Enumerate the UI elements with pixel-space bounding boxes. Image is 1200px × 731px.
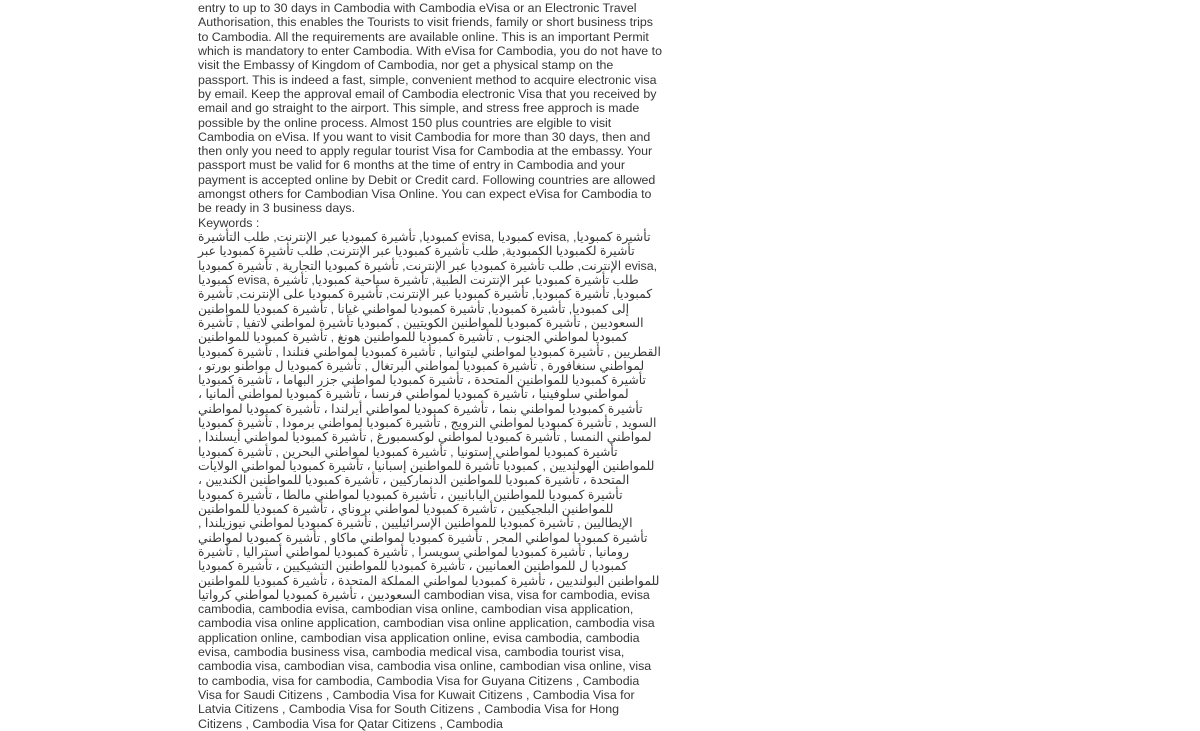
keywords-paragraph [198, 230, 663, 731]
keywords-arabic: كمبوديا, تأشيرة كمبوديا عبر الإنترنت, طلب التأشيرة evisa, كمبوديا evisa, تأشيرة كمبوديا, تأشيرة لكمبوديا الكمبودية, طلب تأشيرة كمبوديا عبر الإنترنت, طلب تأشيرة كمبوديا عبر الإنترنت, طلب تأشيرة كمبوديا عبر الإنترنت, تأشيرة كمبوديا التجارية , تأشيرة كمبوديا evisa, كمبوديا evisa, طلب تأشيرة كمبوديا عبر الإنترنت الطبية, تأشيرة سياحية كمبوديا, تأشيرة كمبوديا, تأشيرة كمبوديا, تأشيرة كمبوديا عبر الإنترنت, تأشيرة كمبوديا على الإنترنت, تأشيرة إلى كمبوديا, تأشيرة كمبوديا, تأشيرة كمبوديا لمواطني غيانا , تأشيرة كمبوديا للمواطنين السعوديين , تأشيرة كمبوديا للمواطنين الكويتيين , كمبوديا تأشيرة لمواطني لاتفيا , تأشيرة كمبوديا لمواطني الجنوب , تأشيرة كمبوديا للمواطنين هونغ , تأشيرة كمبوديا للمواطنين القطريين , تأشيرة كمبوديا لمواطني ليتوانيا , تأشيرة كمبوديا لمواطني فنلندا , تأشيرة كمبوديا لمواطني سنغافورة , تأشيرة كمبوديا لمواطني البرتغال , تأشيرة كمبوديا ل مواطنو بورتو ، تأشيرة كمبوديا للمواطنين المتحدة ، تأشيرة كمبوديا لمواطني جزر البهاما ، تأشيرة كمبوديا لمواطني سلوفينيا ، تأشيرة كمبوديا لمواطني فرنسا ، تأشيرة كمبوديا لمواطني ألمانيا ، تأشيرة كمبوديا لمواطني بنما ، تأشيرة كمبوديا لمواطني أيرلندا ، تأشيرة كمبوديا لمواطني السويد , تأشيرة كمبوديا لمواطني النرويج , تأشيرة كمبوديا لمواطني برمودا , تأشيرة كمبوديا لمواطني النمسا , تأشيرة كمبوديا لمواطني لوكسمبورغ , تأشيرة كمبوديا لمواطني أيسلندا , تأشيرة كمبوديا لمواطني إستونيا , تأشيرة كمبوديا لمواطني البحرين , تأشيرة كمبوديا للمواطنين الهولنديين , كمبوديا تأشيرة للمواطنين إسبانيا ، تأشيرة كمبوديا لمواطني الولايات المتحدة ، تأشيرة كمبوديا للمواطنين الدنماركيين ، تأشيرة كمبوديا للمواطنين الكنديين ، تأشيرة كمبوديا للمواطنين اليابانيين ، تأشيرة كمبوديا لمواطني مالطا ، تأشيرة كمبوديا للمواطنين البلجيكيين ، تأشيرة كمبوديا لمواطني بروناي ، تأشيرة كمبوديا للمواطنين الإيطاليين , تأشيرة كمبوديا للمواطنين الإسرائيليين , تأشيرة كمبوديا لمواطني نيوزيلندا , تأشيرة كمبوديا لمواطني المجر , تأشيرة كمبوديا لمواطني ماكاو , تأشيرة كمبوديا لمواطني رومانيا , تأشيرة كمبوديا لمواطني سويسرا , تأشيرة كمبوديا لمواطني أستراليا , تأشيرة كمبوديا ل للمواطنين العمانيين ، تأشيرة كمبوديا للمواطنين التشيكيين ، تأشيرة كمبوديا للمواطنين البولنديين ، تأشيرة كمبوديا لمواطني المملكة المتحدة ، تأشيرة كمبوديا للمواطنين السعوديين ، تأشيرة كمبوديا لمواطني كرواتيا [198, 230, 661, 602]
keywords-english: cambodian visa, visa for cambodia, evisa cambodia, cambodia evisa, cambodian visa online, cambodian visa application, cambodia visa online application, cambodian visa online application, cambodia visa application online, cambodian visa application online, evisa cambodia, cambodia evisa, cambodia business visa, cambodia medical visa, cambodia tourist visa, cambodia visa, cambodian visa, cambodia visa online, cambodian visa online, visa to cambodia, visa for cambodia, Cambodia Visa for Guyana Citizens , Cambodia Visa for Saudi Citizens , Cambodia Visa for Kuwait Citizens , Cambodia Visa for Latvia Citizens , Cambodia Visa for South Citizens , Cambodia Visa for Hong Citizens , Cambodia Visa for Qatar Citizens , Cambodia [198, 587, 655, 731]
keywords-label: Keywords : [198, 215, 260, 230]
intro-paragraph: entry to up to 30 days in Cambodia with Cambodia eVisa or an Electronic Travel Authorisation, this enables the Tourists to visit friends, family or short business trips to Cambodia. All the requirements are available online. This is an important Permit which is mandatory to enter Cambodia. With eVisa for Cambodia, you do not have to visit the Embassy of Kingdom of Cambodia, nor get a physical stamp on the passport. This is indeed a fast, simple, convenient method to acquire electronic visa by email. Keep the approval email of Cambodia electronic Visa that you received by email and go straight to the airport. This simple, and stress free approch is made possible by the online process. Almost 150 plus countries are elgible to visit Cambodia on eVisa. If you want to visit Cambodia for more than 30 days, then and then only you need to apply regular tourist Visa for Cambodia at the embassy. Your passport must be valid for 6 months at the time of entry in Cambodia and your payment is accepted online by Debit or Credit card. Following countries are allowed amongst others for Cambodian Visa Online. You can expect eVisa for Cambodia to be ready in 3 business days. [198, 1, 662, 216]
article-text-column [198, 1, 663, 731]
